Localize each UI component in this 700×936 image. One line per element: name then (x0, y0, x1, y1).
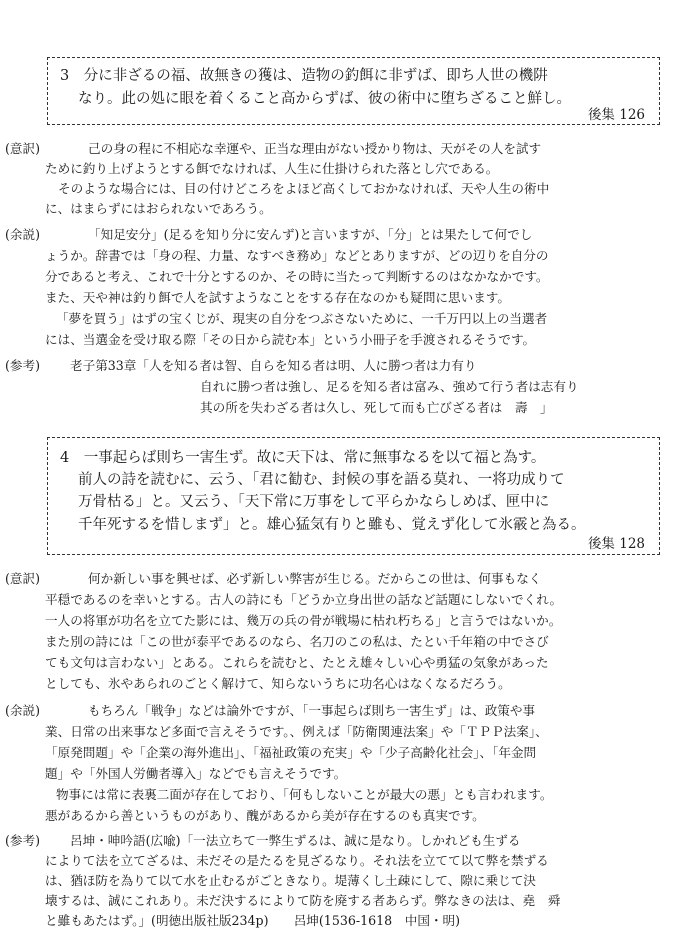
translation-line: ために釣り上げようとする餌でなければ、人生に仕掛けられた落とし穴である。 (45, 161, 499, 176)
entry-4-quote-box (47, 437, 660, 555)
translation-line: 何か新しい事を興せば、必ず新しい弊害が生じる。だからこの世は、何事もなく (88, 571, 542, 586)
reference-line: は、猶ほ防を為りて以て水を止むるがごときなり。堤薄くし土疎にして、隙に乗じて決 (45, 873, 536, 888)
commentary-line: 「知足安分」(足るを知り分に安んず)と言いますが、「分」とは果たして何でし (88, 227, 533, 242)
reference-label: (参考) (5, 358, 41, 373)
reference-line: 其の所を失わざる者は久し、死して而も亡びざる者は 壽 」 (200, 400, 553, 415)
translation-line: 己の身の程に不相応な幸運や、正当な理由がない授かり物は、天がその人を試す (88, 141, 542, 156)
entry-4-source: 後集 128 (587, 536, 645, 552)
entry-4-line-4: 千年死するを惜しまず」と。雄心猛気有りと雖も、覚えず化して氷霰と為る。 (78, 517, 586, 533)
translation-line: 一人の将軍が功名を立てた影には、幾万の兵の骨が戦場に枯れ朽ちる」と言うではないか。 (45, 613, 562, 628)
reference-line: 呂坤・呻吟語(広喩)「一法立ちて一弊生ずるは、誠に是なり。しかれども生ずる (70, 833, 521, 848)
reference-line: によりて法を立てざるは、未だその是たるを見ざるなり。それ法を立てて以て弊を禁ずる (45, 853, 549, 868)
entry-3-source: 後集 126 (587, 107, 645, 123)
entry-4-line-1: 4 一事起らば則ち一害生ず。故に天下は、常に無事なるを以て福と為す。 (60, 450, 546, 466)
commentary-line: 分であると考え、これで十分とするのか、その時に当たって判断するのはなかなかです。 (45, 269, 549, 284)
translation-line: としても、氷やあられのごとく解けて、知らないうちに功名心はなくなるだろう。 (45, 676, 511, 691)
entry-3-quote-box (47, 57, 660, 125)
commentary-line: ょうか。辞書では「身の程、力量、なすべき務め」などとありますが、どの辺りを自分の (45, 248, 549, 263)
reference-line: 自れに勝つ者は強し、足るを知る者は富み、強めて行う者は志有り (200, 379, 579, 394)
translation-line: 平穏であるのを幸いとする。古人の詩にも「どうか立身出世の話など話題にしないでくれ。 (45, 592, 563, 607)
translation-line: ても文句は言わない」とある。これらを読むと、たとえ雄々しい心や勇猛の気象があった (45, 655, 549, 670)
entry-4-line-2: 前人の詩を読むに、云う、「君に勧む、封候の事を語る莫れ、一将功成りて (78, 472, 565, 488)
commentary-line: 悪があるから善というものがあり、醜があるから美が存在するのも真実です。 (45, 808, 485, 823)
entry-3-line-2: なり。此の処に眼を着くること高からずば、彼の術中に堕ちざること鮮し。 (78, 91, 571, 107)
commentary-line: には、当選金を受け取る際「その日から読む本」という小冊子を手渡されるそうです。 (45, 332, 536, 347)
entry-3-line-1: 3 分に非ざるの福、故無きの獲は、造物の釣餌に非ずば、即ち人世の機阱 (60, 68, 548, 84)
reference-line: 老子第33章「人を知る者は智、自らを知る者は明、人に勝つ者は力有り (70, 358, 477, 373)
translation-line: に、はまらずにはおられないであろう。 (45, 201, 272, 216)
reference-line: 壊するは、誠にこれあり。未だ決するによりて防を廃する者あらず。弊なきの法は、堯 舜 (45, 893, 561, 908)
commentary-line: 物事には常に表裏二面が存在しており、「何もしないことが最大の悪」とも言われます。 (56, 787, 553, 802)
translation-label: (意訳) (5, 571, 41, 586)
translation-line: そのような場合には、目の付けどころをよほど高くしておかなければ、天や人生の術中 (58, 181, 550, 196)
commentary-line: また、天や神は釣り餌で人を試すようなことをする存在なのかも疑問に思います。 (45, 290, 510, 305)
commentary-line: 業、日常の出来事など多面で言えそうです。、例えば「防衛関連法案」や「ＴＰＰ法案」、 (45, 724, 548, 739)
commentary-line: もちろん「戦争」などは論外ですが、「一事起らば則ち一害生ず」は、政策や事 (88, 703, 536, 718)
entry-4-line-3: 万骨枯る」と。又云う、「天下常に万事をして平らかならしめば、匣中に (78, 494, 550, 510)
commentary-line: 「原発問題」や「企業の海外進出」、「福祉政策の充実」や「少子高齢化社会」、「年金問 (45, 745, 537, 760)
commentary-label: (余説) (5, 703, 41, 718)
reference-label: (参考) (5, 833, 41, 848)
commentary-line: 「夢を買う」はずの宝くじが、現実の自分をつぶさないために、一千万円以上の当選者 (56, 311, 548, 326)
reference-line: と雖もあたはず。」(明徳出版社版234p) 呂坤(1536-1618 中国・明) (45, 913, 461, 928)
commentary-line: 題」や「外国人労働者導入」などでも言えそうです。 (45, 766, 347, 781)
translation-line: また別の詩には「この世が泰平であるのなら、名刀のこの私は、たとい千年箱の中でさび (45, 634, 549, 649)
translation-label: (意訳) (5, 141, 41, 156)
commentary-label: (余説) (5, 227, 41, 242)
